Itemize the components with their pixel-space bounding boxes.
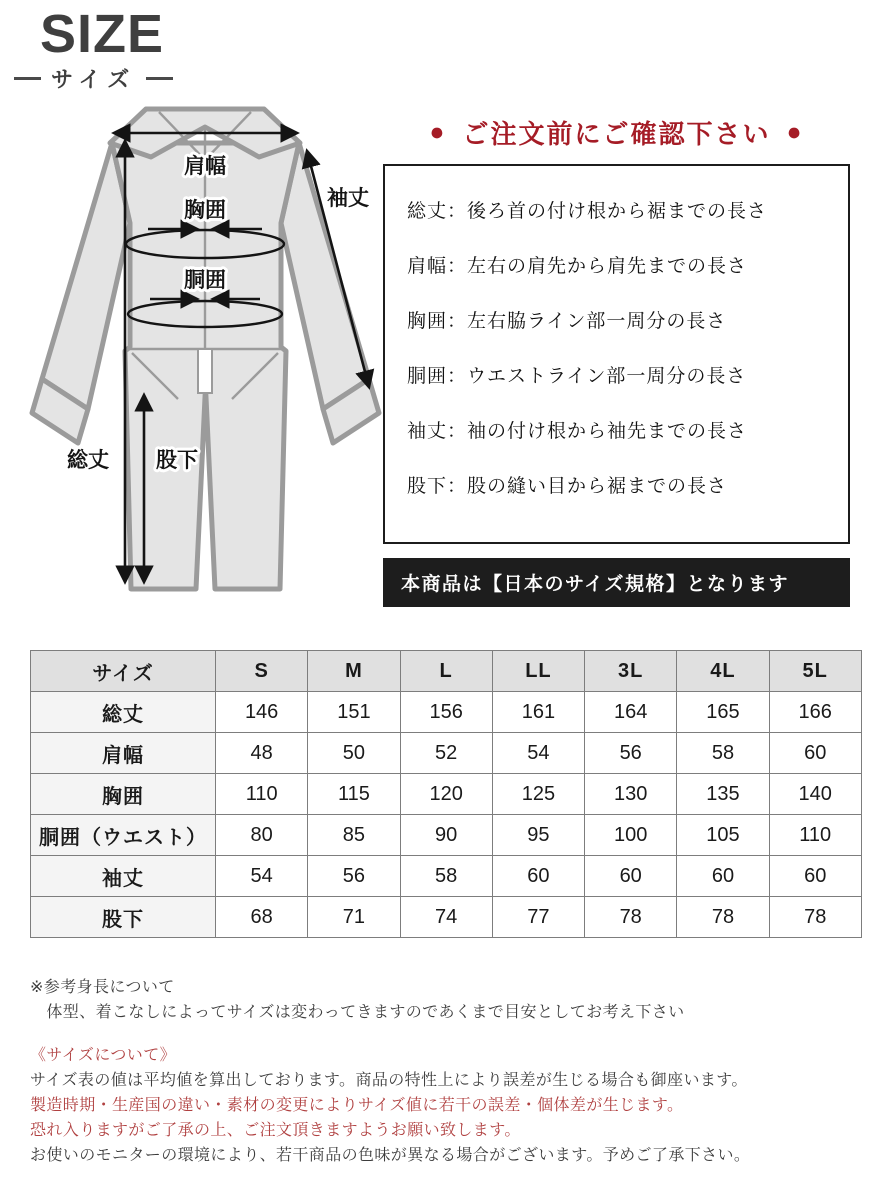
size-value-cell: 77	[492, 897, 584, 938]
note-line: ※参考身長について	[30, 979, 175, 996]
bullet-icon-right: ●	[786, 118, 804, 146]
page-subtitle-label: サイズ	[51, 66, 137, 92]
table-row	[31, 856, 862, 897]
row-label: 総丈	[31, 692, 216, 733]
bullet-icon-left: ●	[429, 118, 447, 146]
definition-line: 胸囲：左右脇ライン部一周分の長さ	[407, 311, 727, 332]
right-sleeve	[281, 143, 369, 409]
row-label: 胴囲（ウエスト）	[31, 815, 216, 856]
size-value-cell: 58	[400, 856, 492, 897]
size-value-cell: 166	[769, 692, 861, 733]
table-row	[31, 733, 862, 774]
size-col-header: LL	[492, 651, 584, 692]
size-value-cell: 164	[585, 692, 677, 733]
note-line: お使いのモニターの環境により、若干商品の色味が異なる場合がございます。予めご了承下さい。	[30, 1147, 751, 1164]
size-value-cell: 110	[216, 774, 308, 815]
size-value-cell: 60	[769, 733, 861, 774]
definition-line: 総丈：後ろ首の付け根から裾までの長さ	[407, 201, 768, 222]
size-value-cell: 161	[492, 692, 584, 733]
size-value-cell: 78	[769, 897, 861, 938]
confirm-panel	[383, 114, 850, 607]
size-value-cell: 80	[216, 815, 308, 856]
size-value-cell: 60	[677, 856, 769, 897]
size-value-cell: 71	[308, 897, 400, 938]
size-value-cell: 95	[492, 815, 584, 856]
size-value-cell: 105	[677, 815, 769, 856]
row-label: 肩幅	[31, 733, 216, 774]
note-line: サイズ表の値は平均値を算出しております。商品の特性上により誤差が生じる場合も御座います。	[30, 1072, 748, 1089]
size-value-cell: 54	[492, 733, 584, 774]
size-value-cell: 48	[216, 733, 308, 774]
waist-girth-label: 胴囲	[184, 269, 226, 292]
table-row	[31, 897, 862, 938]
size-value-cell: 146	[216, 692, 308, 733]
note-line: 体型、着こなしによってサイズは変わってきますのであくまで目安としてお考え下さい	[30, 1004, 685, 1021]
size-value-cell: 56	[585, 733, 677, 774]
shoulder-width-label: 肩幅	[184, 155, 226, 178]
measure-definitions-box	[383, 164, 850, 544]
size-value-cell: 100	[585, 815, 677, 856]
size-value-cell: 135	[677, 774, 769, 815]
note-line: 《サイズについて》	[30, 1047, 177, 1064]
table-row	[31, 774, 862, 815]
size-value-cell: 120	[400, 774, 492, 815]
table-row	[31, 692, 862, 733]
size-table-wrap	[30, 650, 861, 938]
size-value-cell: 165	[677, 692, 769, 733]
size-col-header: M	[308, 651, 400, 692]
size-value-cell: 90	[400, 815, 492, 856]
page-title: SIZE	[40, 4, 165, 64]
size-table-header-row	[31, 651, 862, 692]
size-table	[30, 650, 862, 938]
garment-measure-diagram	[28, 103, 386, 643]
size-value-cell: 60	[492, 856, 584, 897]
row-label: 胸囲	[31, 774, 216, 815]
size-col-header: S	[216, 651, 308, 692]
definition-line: 股下：股の縫い目から裾までの長さ	[407, 476, 728, 497]
size-value-cell: 54	[216, 856, 308, 897]
zipper-placket	[198, 349, 212, 393]
size-value-cell: 130	[585, 774, 677, 815]
size-table-corner-header: サイズ	[31, 651, 216, 692]
coverall-diagram-svg	[28, 103, 386, 643]
row-label: 袖丈	[31, 856, 216, 897]
size-value-cell: 74	[400, 897, 492, 938]
definition-line: 胴囲：ウエストライン部一周分の長さ	[407, 366, 747, 387]
note-line: 製造時期・生産国の違い・素材の変更によりサイズ値に若干の誤差・個体差が生じます。	[30, 1097, 684, 1114]
size-value-cell: 58	[677, 733, 769, 774]
row-label: 股下	[31, 897, 216, 938]
confirm-panel-title	[383, 114, 850, 151]
jp-size-standard-bar: 本商品は【日本のサイズ規格】となります	[383, 558, 850, 607]
size-value-cell: 60	[769, 856, 861, 897]
left-sleeve	[42, 143, 130, 409]
total-length-label: 総丈	[67, 449, 109, 472]
size-value-cell: 56	[308, 856, 400, 897]
confirm-title-text: ご注文前にご確認下さい	[462, 119, 771, 149]
title-dash-left	[14, 77, 41, 80]
table-row	[31, 815, 862, 856]
definition-line: 袖丈：袖の付け根から袖先までの長さ	[407, 421, 748, 442]
size-value-cell: 68	[216, 897, 308, 938]
chest-girth-label: 胸囲	[184, 199, 226, 222]
size-value-cell: 78	[585, 897, 677, 938]
note-line: 恐れ入りますがご了承の上、ご注文頂きますようお願い致します。	[30, 1122, 521, 1139]
size-value-cell: 115	[308, 774, 400, 815]
size-value-cell: 78	[677, 897, 769, 938]
size-notes	[30, 975, 862, 1168]
page-subtitle	[14, 63, 173, 94]
size-value-cell: 151	[308, 692, 400, 733]
sleeve-length-label: 袖丈	[327, 187, 369, 210]
size-value-cell: 50	[308, 733, 400, 774]
size-col-header: 4L	[677, 651, 769, 692]
size-value-cell: 110	[769, 815, 861, 856]
size-value-cell: 125	[492, 774, 584, 815]
title-dash-right	[146, 77, 173, 80]
size-col-header: 5L	[769, 651, 861, 692]
size-value-cell: 140	[769, 774, 861, 815]
size-value-cell: 156	[400, 692, 492, 733]
size-value-cell: 60	[585, 856, 677, 897]
definition-line: 肩幅：左右の肩先から肩先までの長さ	[407, 256, 748, 277]
size-col-header: L	[400, 651, 492, 692]
size-value-cell: 52	[400, 733, 492, 774]
page-title-block	[14, 6, 173, 94]
inseam-label: 股下	[156, 449, 198, 472]
size-value-cell: 85	[308, 815, 400, 856]
size-col-header: 3L	[585, 651, 677, 692]
